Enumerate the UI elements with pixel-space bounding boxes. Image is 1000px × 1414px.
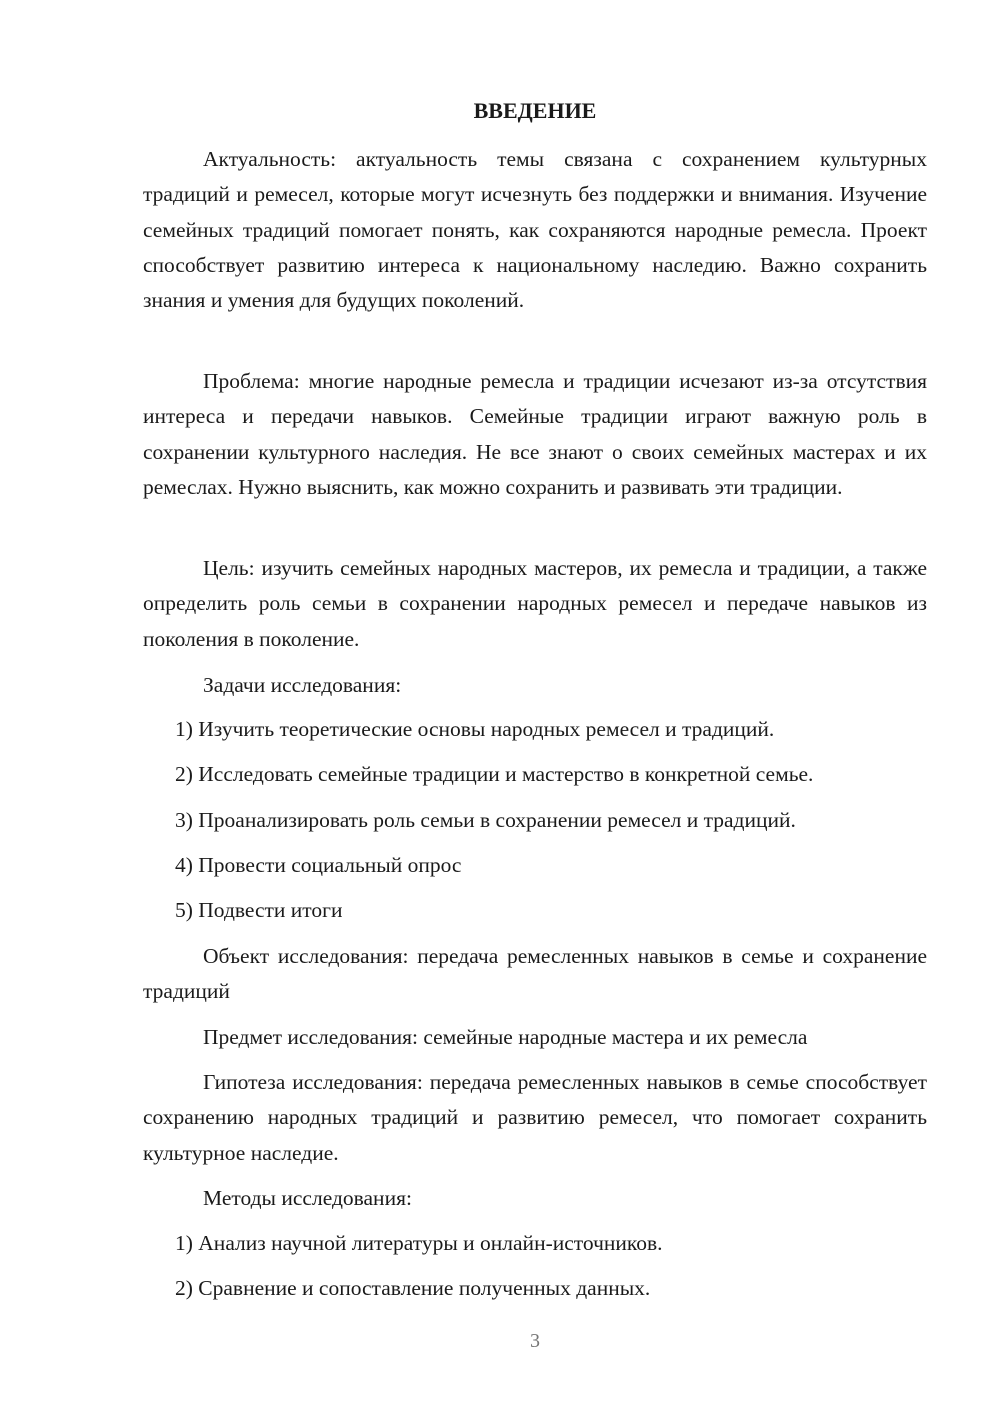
- task-item: 4) Провести социальный опрос: [175, 853, 462, 877]
- task-item: 5) Подвести итоги: [175, 898, 343, 922]
- page-title: ВВЕДЕНИЕ: [473, 98, 597, 123]
- tasks-heading: Задачи исследования:: [203, 673, 402, 697]
- task-item: 2) Исследовать семейные традиции и мастерство в конкретной семье.: [175, 762, 814, 786]
- object-paragraph: Объект исследования: передача ремесленных навыков в семье и сохранение традиций: [143, 944, 927, 1004]
- methods-heading: Методы исследования:: [203, 1186, 412, 1210]
- task-item: 3) Проанализировать роль семьи в сохранении ремесел и традиций.: [175, 808, 796, 832]
- goal-paragraph: Цель: изучить семейных народных мастеров, их ремесла и традиции, а также определить роль семьи в сохранении народных ремесел и передаче навыков из поколения в поколение.: [143, 556, 927, 651]
- method-item: 1) Анализ научной литературы и онлайн-источников.: [175, 1231, 663, 1255]
- relevance-paragraph: Актуальность: актуальность темы связана с сохранением культурных традиций и ремесел, которые могут исчезнуть без поддержки и внимания. Изучение семейных традиций помогает понять, как сохраняются народные ремесла. Проект способствует развитию интереса к национальному наследию. Важно сохранить знания и умения для будущих поколений.: [143, 147, 927, 313]
- subject-paragraph: Предмет исследования: семейные народные мастера и их ремесла: [203, 1025, 808, 1049]
- hypothesis-paragraph: Гипотеза исследования: передача ремесленных навыков в семье способствует сохранению народных традиций и развитию ремесел, что помогает сохранить культурное наследие.: [143, 1070, 927, 1165]
- page-number: 3: [530, 1330, 540, 1352]
- task-item: 1) Изучить теоретические основы народных ремесел и традиций.: [175, 717, 775, 741]
- method-item: 2) Сравнение и сопоставление полученных данных.: [175, 1276, 651, 1300]
- problem-paragraph: Проблема: многие народные ремесла и традиции исчезают из-за отсутствия интереса и передачи навыков. Семейные традиции играют важную роль в сохранении культурного наследия. Не все знают о своих семейных мастерах и их ремеслах. Нужно выяснить, как можно сохранить и развивать эти традиции.: [143, 369, 927, 499]
